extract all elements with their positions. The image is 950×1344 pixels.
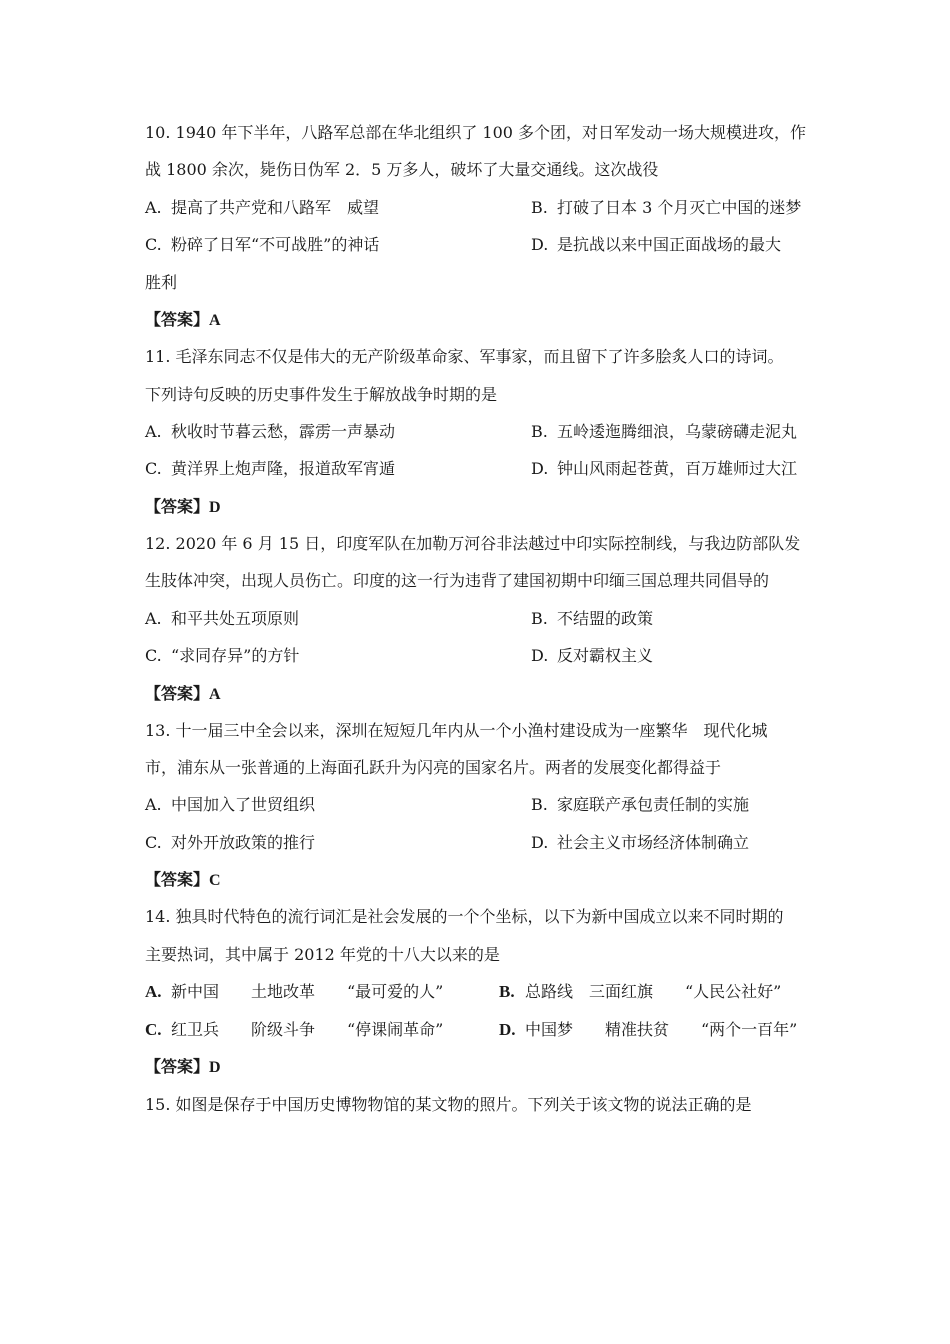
option-text: 红卫兵 阶级斗争 “停课闹革命” xyxy=(171,1020,444,1039)
option-letter: B. xyxy=(531,795,548,814)
answer-tag: 【答案】 xyxy=(145,497,210,516)
question-13-line-2: 市，浦东从一张普通的上海面孔跃升为闪亮的国家名片。两者的发展变化都得益于 xyxy=(145,758,722,777)
question-12-line-2: 生肢体冲突，出现人员伤亡。印度的这一行为违背了建国初期中印缅三国总理共同倡导的 xyxy=(145,571,770,590)
answer-tag: 【答案】 xyxy=(145,310,210,329)
answer-value: C xyxy=(209,872,221,889)
question-13-option-b xyxy=(531,794,749,816)
question-11-option-d xyxy=(531,458,797,480)
question-12-option-c xyxy=(145,645,299,667)
question-11-option-c xyxy=(145,458,395,480)
option-letter: B. xyxy=(531,422,548,441)
option-letter: D. xyxy=(531,235,549,254)
question-10-option-d xyxy=(531,234,781,256)
question-14-option-c xyxy=(145,1019,443,1041)
question-12-line-1: 12. 2020 年 6 月 15 日，印度军队在加勒万河谷非法越过中印实际控制线，与我边防部队发 xyxy=(145,534,801,553)
option-text: 中国加入了世贸组织 xyxy=(171,795,316,814)
option-text: 总路线 三面红旗 “人民公社好” xyxy=(525,982,782,1001)
question-14-line-2: 主要热词，其中属于 2012 年党的十八大以来的是 xyxy=(145,945,500,964)
option-letter: A. xyxy=(145,609,162,628)
option-text: 对外开放政策的推行 xyxy=(171,833,316,852)
option-text: 粉碎了日军“不可战胜”的神话 xyxy=(171,235,380,254)
answer-value: A xyxy=(209,312,221,329)
question-14-option-d xyxy=(499,1019,797,1041)
option-text: 中国梦 精准扶贫 “两个一百年” xyxy=(525,1020,798,1039)
option-letter: A. xyxy=(145,982,162,1001)
option-letter: B. xyxy=(499,982,515,1001)
question-13-answer xyxy=(145,869,221,892)
question-13-option-c xyxy=(145,832,315,854)
answer-tag: 【答案】 xyxy=(145,1057,210,1076)
option-text: 黄洋界上炮声隆，报道敌军宵遁 xyxy=(171,459,396,478)
question-12-option-d xyxy=(531,645,653,667)
option-letter: B. xyxy=(531,609,548,628)
question-10-option-b xyxy=(531,197,801,219)
option-text: 钟山风雨起苍黄，百万雄师过大江 xyxy=(557,459,798,478)
question-13-option-a xyxy=(145,794,315,816)
question-10-line-1: 10. 1940 年下半年，八路军总部在华北组织了 100 多个团，对日军发动一场大规模进攻，作 xyxy=(145,123,807,142)
option-text: 和平共处五项原则 xyxy=(171,609,300,628)
option-text: 家庭联产承包责任制的实施 xyxy=(557,795,750,814)
option-text: 秋收时节暮云愁，霹雳一声暴动 xyxy=(171,422,396,441)
question-10-option-c xyxy=(145,234,379,256)
question-11-line-2: 下列诗句反映的历史事件发生于解放战争时期的是 xyxy=(145,385,498,404)
question-10-option-d-continuation: 胜利 xyxy=(145,273,178,292)
answer-value: D xyxy=(209,1059,221,1076)
option-text: 新中国 土地改革 “最可爱的人” xyxy=(171,982,444,1001)
option-letter: D. xyxy=(499,1020,516,1039)
option-letter: A. xyxy=(145,198,162,217)
option-letter: A. xyxy=(145,422,162,441)
option-text: 不结盟的政策 xyxy=(557,609,654,628)
option-letter: D. xyxy=(531,459,549,478)
question-11-option-a xyxy=(145,421,395,443)
answer-value: A xyxy=(209,686,221,703)
question-14-option-a xyxy=(145,981,443,1003)
question-11-answer xyxy=(145,496,221,519)
question-10-line-2: 战 1800 余次，毙伤日伪军 2．5 万多人，破坏了大量交通线。这次战役 xyxy=(145,160,659,179)
answer-tag: 【答案】 xyxy=(145,684,210,703)
question-11-option-b xyxy=(531,421,797,443)
question-12-answer xyxy=(145,683,221,706)
option-letter: C. xyxy=(145,235,162,254)
option-text: 社会主义市场经济体制确立 xyxy=(557,833,750,852)
question-13-option-d xyxy=(531,832,749,854)
option-letter: A. xyxy=(145,795,162,814)
option-text: 打破了日本 3 个月灭亡中国的迷梦 xyxy=(557,198,802,217)
option-text: 提高了共产党和八路军 威望 xyxy=(171,198,380,217)
answer-value: D xyxy=(209,499,221,516)
question-10-answer xyxy=(145,309,221,332)
question-11-line-1: 11. 毛泽东同志不仅是伟大的无产阶级革命家、军事家，而且留下了许多脍炙人口的诗词。 xyxy=(145,347,784,366)
question-14-option-b xyxy=(499,981,781,1003)
question-12-option-a xyxy=(145,608,299,630)
answer-tag: 【答案】 xyxy=(145,870,210,889)
question-14-answer xyxy=(145,1056,221,1079)
option-letter: C. xyxy=(145,646,162,665)
option-letter: C. xyxy=(145,833,162,852)
option-text: 反对霸权主义 xyxy=(557,646,654,665)
option-letter: C. xyxy=(145,1020,162,1039)
option-letter: C. xyxy=(145,459,162,478)
option-text: “求同存异”的方针 xyxy=(171,646,300,665)
option-letter: B. xyxy=(531,198,548,217)
question-12-option-b xyxy=(531,608,653,630)
option-text: 五岭逶迤腾细浪，乌蒙磅礴走泥丸 xyxy=(557,422,798,441)
question-10-option-a xyxy=(145,197,379,219)
question-15-line-1: 15. 如图是保存于中国历史博物物馆的某文物的照片。下列关于该文物的说法正确的是 xyxy=(145,1095,752,1114)
option-letter: D. xyxy=(531,646,549,665)
option-text: 是抗战以来中国正面战场的最大 xyxy=(557,235,782,254)
question-13-line-1: 13. 十一届三中全会以来，深圳在短短几年内从一个小渔村建设成为一座繁华 现代化城 xyxy=(145,721,768,740)
option-letter: D. xyxy=(531,833,549,852)
question-14-line-1: 14. 独具时代特色的流行词汇是社会发展的一个个坐标，以下为新中国成立以来不同时期的 xyxy=(145,907,784,926)
